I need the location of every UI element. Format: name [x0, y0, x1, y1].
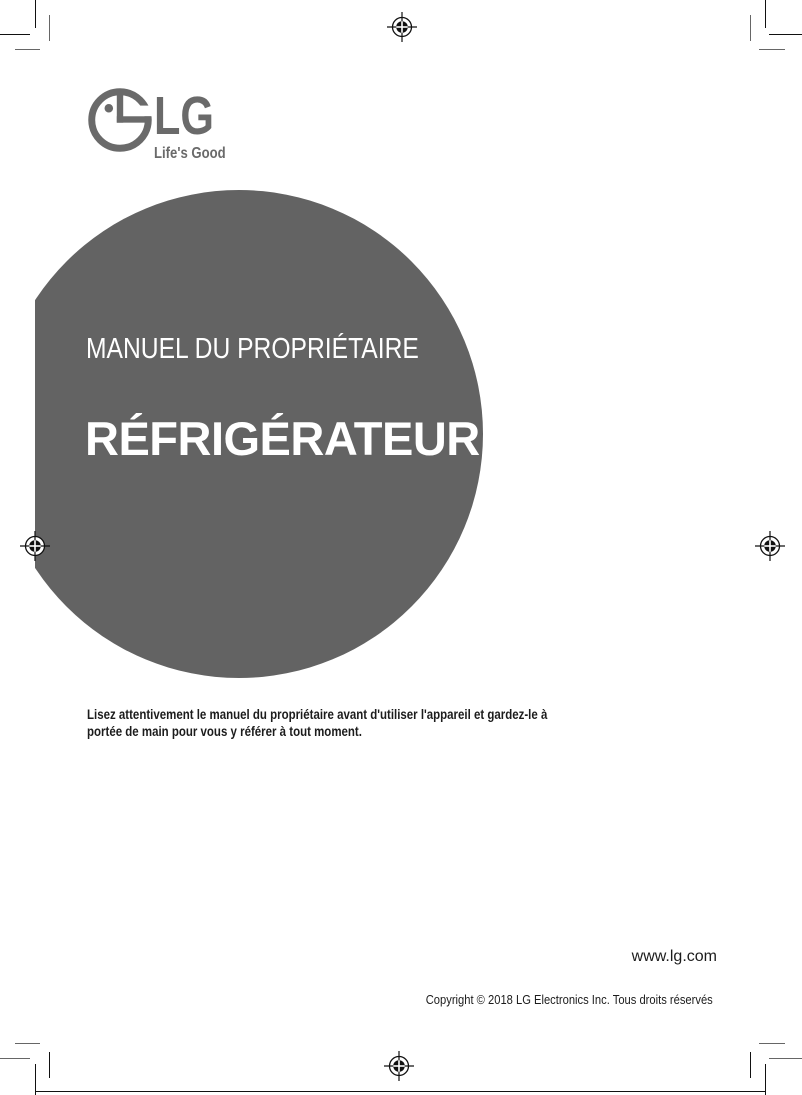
crop-mark [769, 34, 802, 36]
crop-mark [35, 0, 37, 28]
crop-mark [765, 0, 767, 28]
crop-mark [0, 34, 30, 36]
lg-tagline [154, 146, 241, 162]
document-type-text: MANUEL DU PROPRIÉTAIRE [86, 333, 419, 365]
crop-mark [750, 1052, 752, 1078]
lg-wordmark-block [154, 88, 241, 162]
lg-wordmark-text: LG [154, 86, 214, 146]
product-title: RÉFRIGÉRATEUR [85, 412, 480, 465]
copyright-text [379, 992, 713, 1008]
notice-line-text: portée de main pour vous y référer à tout moment. [87, 722, 362, 739]
crop-mark [769, 1058, 802, 1060]
crop-mark [759, 1043, 785, 1045]
document-type-title [86, 335, 478, 364]
registration-mark-icon [387, 12, 417, 42]
registration-mark-icon [755, 531, 785, 561]
crop-mark [15, 49, 40, 51]
crop-mark [49, 15, 51, 41]
notice-line [87, 706, 648, 723]
lg-wordmark [154, 86, 241, 146]
crop-mark [49, 1052, 51, 1078]
lg-tagline-text: Life's Good [154, 145, 226, 162]
crop-mark [0, 1058, 30, 1060]
page-bottom-trim-line [35, 1091, 765, 1093]
crop-mark [15, 1043, 40, 1045]
lg-logo [88, 88, 241, 162]
copyright-line-text: Copyright © 2018 LG Electronics Inc. Tous droits réservés [425, 992, 713, 1007]
lg-emblem-icon [88, 88, 152, 152]
crop-mark [750, 15, 752, 41]
notice-line-text: Lisez attentivement le manuel du propriétaire avant d'utiliser l'appareil et gardez-le à [87, 706, 548, 722]
crop-mark [759, 49, 785, 51]
website-url: www.lg.com [631, 948, 717, 965]
notice-line [87, 723, 648, 740]
notice-text [87, 706, 648, 739]
registration-mark-icon [384, 1051, 414, 1081]
registration-mark-icon [20, 531, 50, 561]
